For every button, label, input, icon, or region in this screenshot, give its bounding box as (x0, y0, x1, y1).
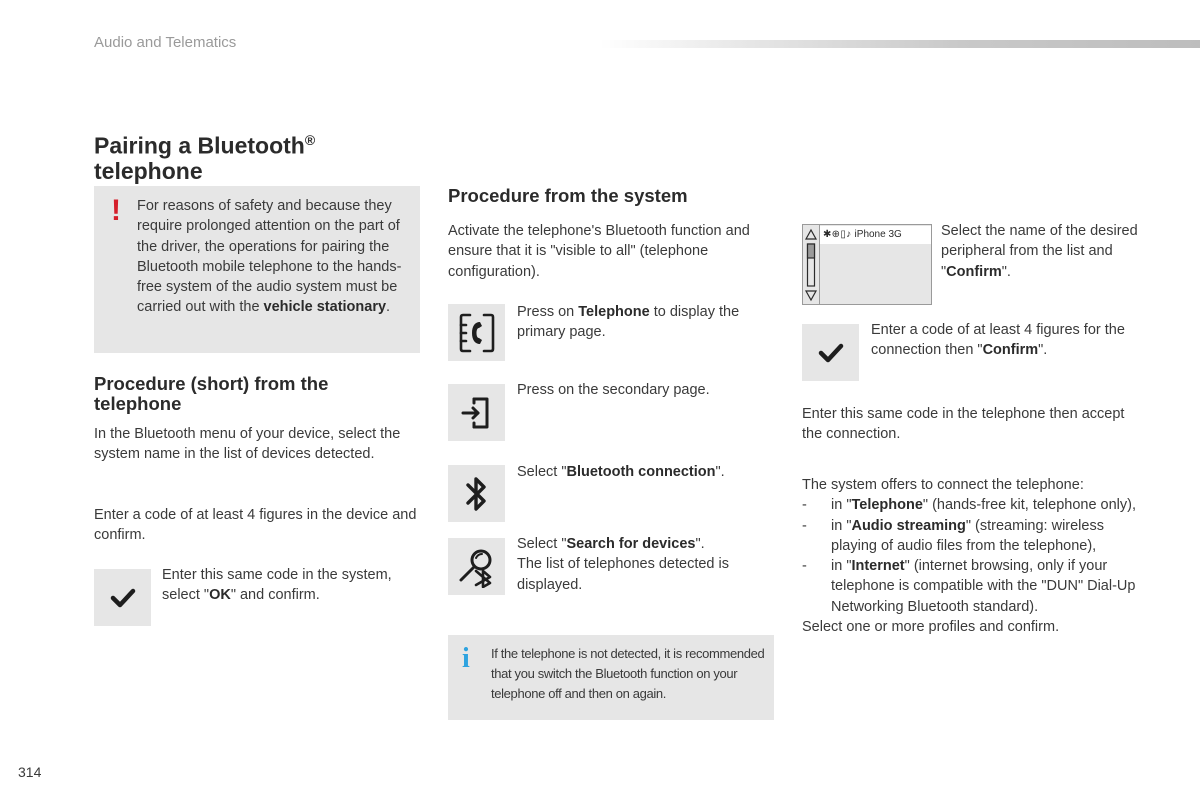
profiles-section (802, 475, 1137, 637)
bluetooth-icon (464, 474, 490, 514)
telephone-button-icon (457, 311, 497, 355)
device-row-selected[interactable] (820, 226, 931, 244)
profiles-list (802, 495, 1137, 617)
screen-scrollbar[interactable] (803, 225, 820, 304)
system-procedure-heading: Procedure from the system (448, 185, 688, 206)
info-text: If the telephone is not detected, it is recommended that you switch the Bluetooth function on your telephone off and then on again. (491, 646, 765, 701)
checkmark-icon (818, 342, 844, 364)
step-search-devices: Select "Search for devices". The list of telephones detected is displayed. (517, 536, 729, 593)
short-procedure-step: Enter this same code in the system, select "OK" and confirm. (162, 567, 392, 604)
secondary-page-button[interactable] (448, 384, 505, 441)
device-list-screen (802, 224, 932, 305)
warning-emphasis: vehicle stationary (263, 299, 387, 316)
bluetooth-connection-button[interactable] (448, 465, 505, 522)
profile-item-internet: - in "Internet" (internet browsing, only if your telephone is compatible with the "DUN" Dial-Up Networking Bluetooth standard). (802, 558, 1136, 615)
step-search-devices-line2: The list of telephones detected is displayed. (517, 556, 729, 593)
profile-item-telephone: - in "Telephone" (hands-free kit, telephone only), (802, 497, 1137, 514)
phone-code-text: Enter this same code in the telephone then accept the connection. (802, 406, 1125, 443)
device-name: iPhone 3G (854, 229, 902, 240)
section-header: Audio and Telematics (94, 34, 237, 51)
step-telephone: Press on Telephone to display the primary page. (517, 304, 740, 341)
secondary-page-icon (460, 395, 494, 431)
short-procedure-heading: Procedure (short) from the telephone (94, 373, 329, 414)
telephone-button[interactable] (448, 304, 505, 361)
enter-code-text: Enter a code of at least 4 figures for the connection then "Confirm". (871, 322, 1125, 359)
info-box (448, 635, 774, 720)
profiles-intro: The system offers to connect the telephone: (802, 477, 1084, 493)
title-line1: Pairing a Bluetooth (94, 132, 305, 159)
search-devices-button[interactable] (448, 538, 505, 595)
title-line2: telephone (94, 157, 203, 184)
profile-item-audio-streaming: - in "Audio streaming" (streaming: wireless playing of audio files from the telephone), (802, 517, 1104, 554)
checkmark-icon (110, 587, 136, 609)
device-status-icons: ✱⊕▯♪ (823, 229, 855, 240)
info-icon: i (462, 643, 470, 674)
step-bluetooth: Select "Bluetooth connection". (517, 464, 725, 480)
confirm-code-button[interactable] (802, 324, 859, 381)
page-number: 314 (18, 764, 42, 780)
confirm-ok-button[interactable] (94, 569, 151, 626)
step-secondary-page: Press on the secondary page. (517, 382, 710, 398)
select-peripheral-text: Select the name of the desired peripheral from the list and "Confirm". (941, 223, 1138, 280)
warning-box (94, 186, 420, 353)
warning-icon: ! (111, 194, 121, 227)
warning-text: For reasons of safety and because they require prolonged attention on the part of the driver, the operations for pairing the Bluetooth mobile telephone to the hands-free system of the audio system must be carried out with the vehicle stationary. (137, 198, 402, 316)
registered-mark: ® (304, 132, 316, 148)
system-procedure-intro: Activate the telephone's Bluetooth function and ensure that it is "visible to all" (telephone configuration). (448, 223, 750, 280)
short-procedure-para1: In the Bluetooth menu of your device, select the system name in the list of devices detected. (94, 426, 401, 463)
search-devices-icon (456, 546, 498, 588)
profiles-closing: Select one or more profiles and confirm. (802, 619, 1060, 636)
page-title (94, 128, 414, 184)
short-procedure-para2: Enter a code of at least 4 figures in the device and confirm. (94, 507, 417, 544)
header-gradient-bar (600, 40, 1200, 48)
scrollbar-graphic (803, 225, 819, 304)
